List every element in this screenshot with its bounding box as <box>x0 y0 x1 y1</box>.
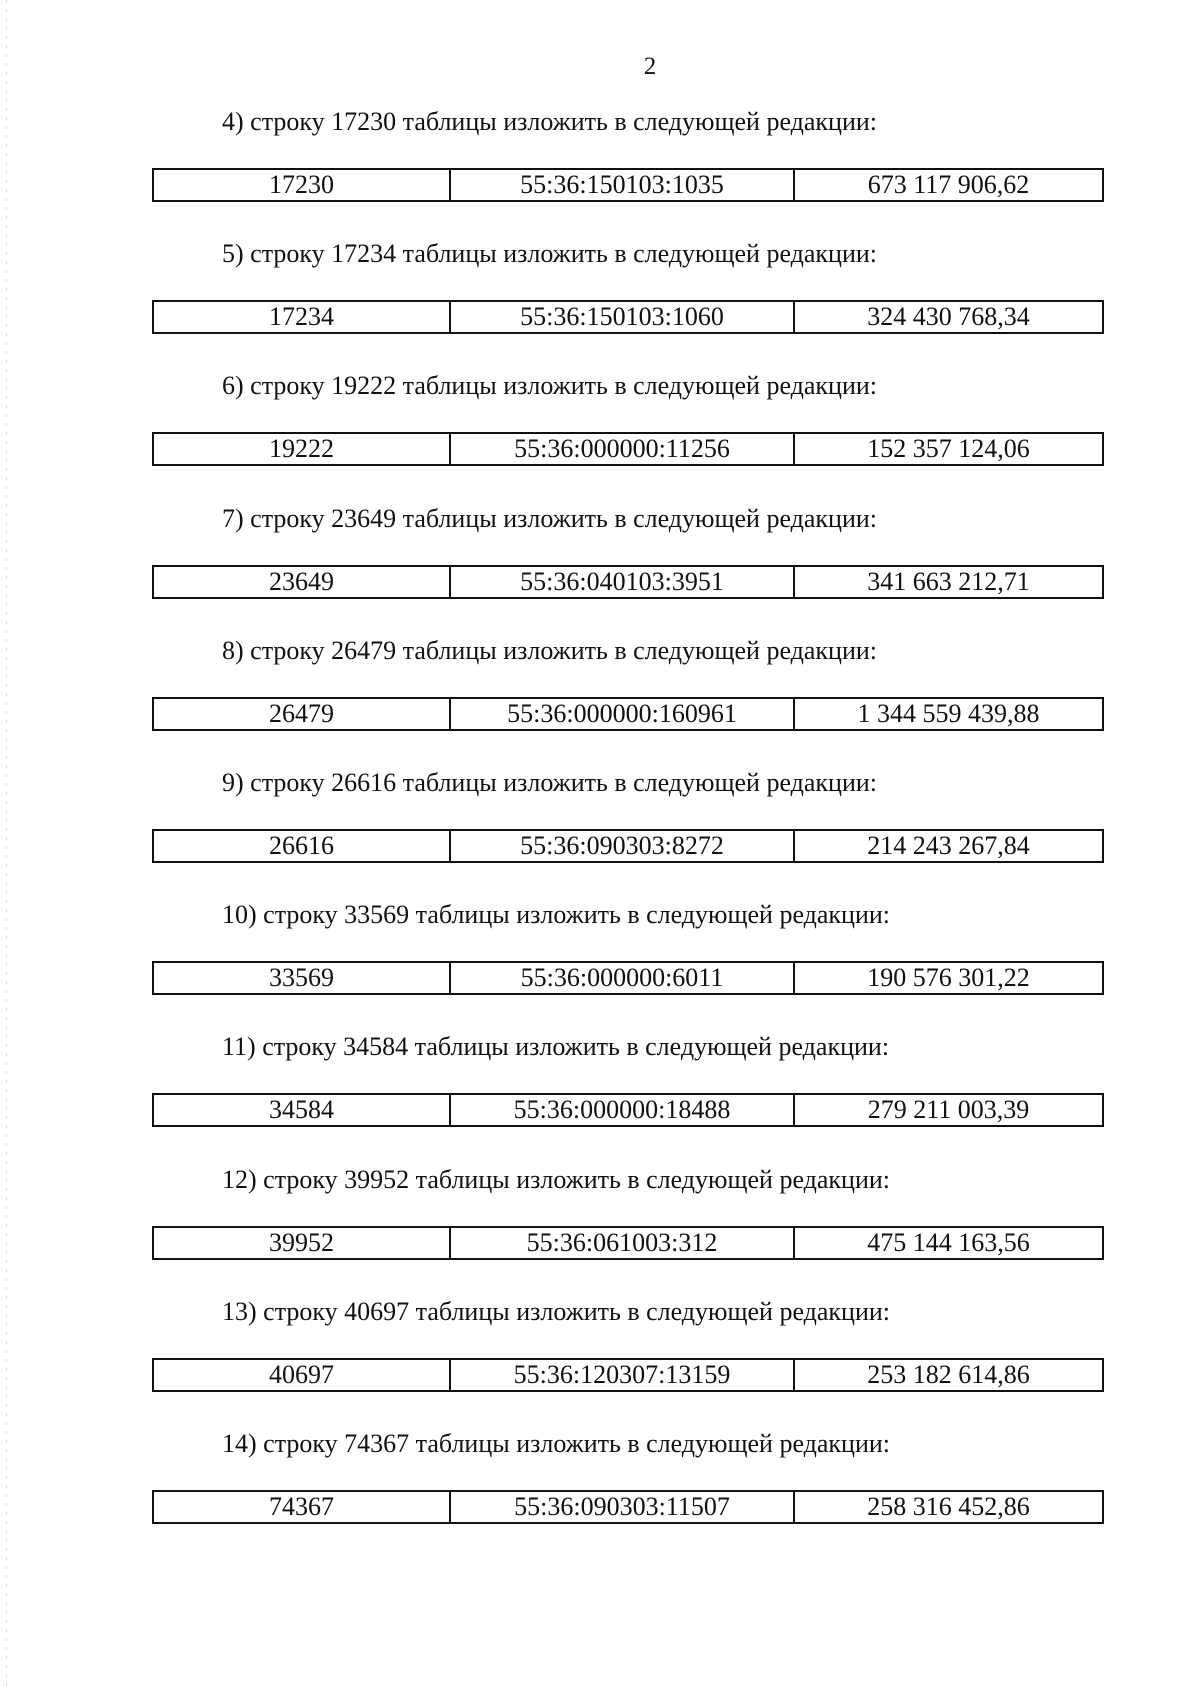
cadastral-value-cell: 324 430 768,34 <box>794 301 1103 333</box>
amendment-instruction: 4) строку 17230 таблицы изложить в следующей редакции: <box>222 107 878 136</box>
cadastral-value-cell: 258 316 452,86 <box>794 1491 1103 1523</box>
amendment-table-row <box>152 1358 1104 1392</box>
amendment-instruction: 10) строку 33569 таблицы изложить в следующей редакции: <box>222 900 891 930</box>
cadastral-value-cell: 673 117 906,62 <box>794 169 1103 201</box>
amendment-instruction: 9) строку 26616 таблицы изложить в следующей редакции: <box>222 767 878 797</box>
amendment-table-row <box>152 300 1104 334</box>
amendment-instruction: 5) строку 17234 таблицы изложить в следующей редакции: <box>222 239 878 269</box>
row-number-cell: 33569 <box>153 962 450 994</box>
amendment-table-row <box>152 961 1104 995</box>
cadastral-number-cell: 55:36:000000:6011 <box>450 962 794 994</box>
scan-edge <box>6 0 7 1686</box>
amendment-instruction: 14) строку 74367 таблицы изложить в следующей редакции: <box>222 1428 891 1458</box>
cadastral-value-cell: 190 576 301,22 <box>794 962 1103 994</box>
amendment-entry <box>152 236 1096 368</box>
amendment-table-row <box>152 1093 1104 1127</box>
cadastral-number-cell: 55:36:040103:3951 <box>450 566 794 598</box>
amendment-entry <box>152 765 1096 897</box>
amendment-entry <box>152 1294 1096 1426</box>
cadastral-value-cell: 279 211 003,39 <box>794 1094 1103 1126</box>
row-number-cell: 26479 <box>153 698 450 730</box>
row-number-cell: 26616 <box>153 830 450 862</box>
amendment-table-row <box>152 829 1104 863</box>
row-number-cell: 17234 <box>153 301 450 333</box>
cadastral-value-cell: 253 182 614,86 <box>794 1359 1103 1391</box>
amendment-entry <box>152 368 1096 500</box>
page-number: 2 <box>643 53 657 80</box>
amendment-entry <box>152 1029 1096 1161</box>
cadastral-value-cell: 152 357 124,06 <box>794 433 1103 465</box>
amendment-list <box>152 104 1096 1558</box>
amendment-entry <box>152 1162 1096 1294</box>
row-number-cell: 40697 <box>153 1359 450 1391</box>
row-number-cell: 74367 <box>153 1491 450 1523</box>
cadastral-value-cell: 1 344 559 439,88 <box>794 698 1103 730</box>
amendment-instruction: 6) строку 19222 таблицы изложить в следующей редакции: <box>222 371 878 401</box>
amendment-table-row <box>152 432 1104 466</box>
amendment-instruction: 11) строку 34584 таблицы изложить в следующей редакции: <box>222 1032 890 1062</box>
row-number-cell: 19222 <box>153 433 450 465</box>
amendment-instruction: 8) строку 26479 таблицы изложить в следующей редакции: <box>222 635 878 665</box>
amendment-entry <box>152 501 1096 633</box>
amendment-table-row <box>152 1490 1104 1524</box>
amendment-instruction: 7) строку 23649 таблицы изложить в следующей редакции: <box>222 503 878 533</box>
amendment-entry <box>152 897 1096 1029</box>
cadastral-number-cell: 55:36:120307:13159 <box>450 1359 794 1391</box>
cadastral-number-cell: 55:36:000000:18488 <box>450 1094 794 1126</box>
cadastral-number-cell: 55:36:150103:1060 <box>450 301 794 333</box>
row-number-cell: 23649 <box>153 566 450 598</box>
cadastral-number-cell: 55:36:000000:160961 <box>450 698 794 730</box>
cadastral-number-cell: 55:36:090303:11507 <box>450 1491 794 1523</box>
amendment-instruction: 12) строку 39952 таблицы изложить в следующей редакции: <box>222 1164 891 1194</box>
cadastral-number-cell: 55:36:061003:312 <box>450 1227 794 1259</box>
row-number-cell: 34584 <box>153 1094 450 1126</box>
cadastral-number-cell: 55:36:150103:1035 <box>450 169 794 201</box>
amendment-table-row <box>152 168 1104 202</box>
amendment-table-row <box>152 697 1104 731</box>
amendment-instruction: 13) строку 40697 таблицы изложить в следующей редакции: <box>222 1296 891 1326</box>
cadastral-value-cell: 475 144 163,56 <box>794 1227 1103 1259</box>
amendment-entry <box>152 104 1096 236</box>
amendment-entry <box>152 1426 1096 1558</box>
cadastral-number-cell: 55:36:090303:8272 <box>450 830 794 862</box>
amendment-table-row <box>152 565 1104 599</box>
cadastral-value-cell: 214 243 267,84 <box>794 830 1103 862</box>
cadastral-number-cell: 55:36:000000:11256 <box>450 433 794 465</box>
amendment-entry <box>152 633 1096 765</box>
row-number-cell: 39952 <box>153 1227 450 1259</box>
row-number-cell: 17230 <box>153 169 450 201</box>
cadastral-value-cell: 341 663 212,71 <box>794 566 1103 598</box>
amendment-table-row <box>152 1226 1104 1260</box>
